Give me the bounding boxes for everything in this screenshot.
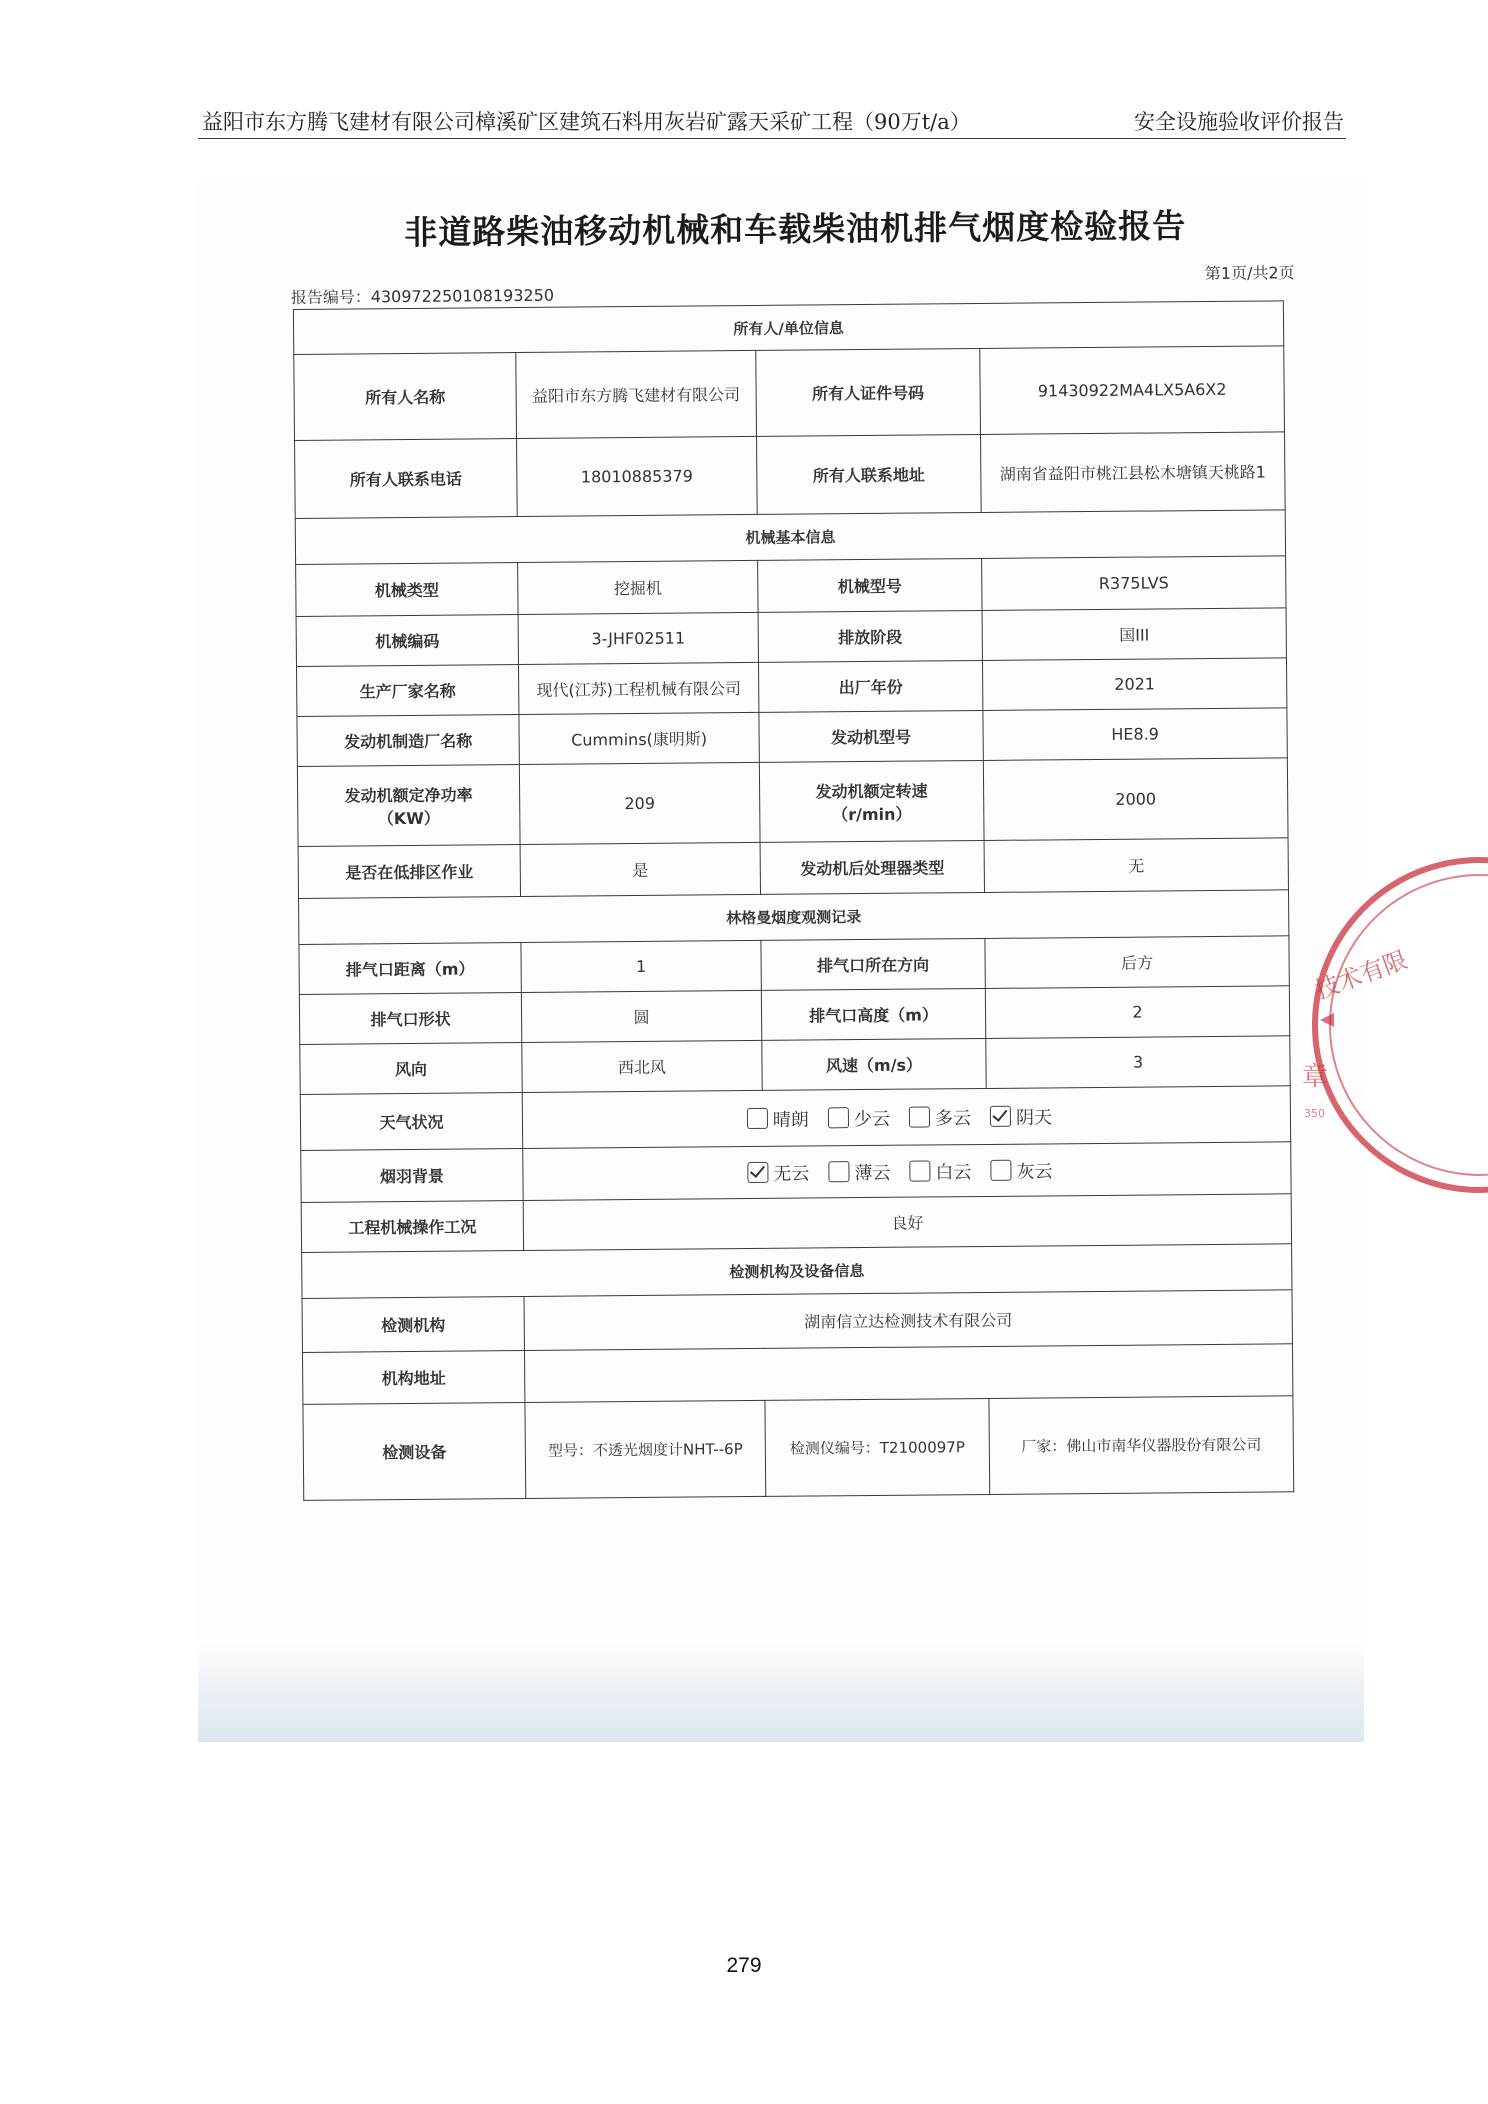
engine-model-label: 发动机型号 (759, 710, 983, 762)
agency-address (524, 1344, 1292, 1403)
operating-condition: 良好 (523, 1194, 1291, 1251)
background-option[interactable] (909, 1158, 971, 1185)
machine-model: R375LVS (982, 556, 1286, 611)
maker-label: 生产厂家名称 (297, 665, 519, 717)
owner-name: 益阳市东方腾飞建材有限公司 (516, 350, 757, 438)
svg-text:技术有限: 技术有限 (1311, 945, 1411, 1005)
weather-option[interactable] (990, 1103, 1052, 1130)
owner-name-label: 所有人名称 (294, 353, 517, 441)
checkbox-icon (747, 1107, 768, 1128)
checkbox-checked-icon (990, 1105, 1011, 1126)
background-option-label: 白云 (935, 1161, 972, 1183)
low-emission-zone: 是 (520, 842, 760, 896)
background-option[interactable] (828, 1158, 890, 1185)
background-option[interactable] (990, 1157, 1052, 1184)
engine-power-label-line2: （KW） (377, 808, 440, 828)
agency-name: 湖南信立达检测技术有限公司 (524, 1290, 1292, 1351)
checkbox-icon (990, 1159, 1011, 1180)
official-seal (1300, 905, 1411, 1145)
checkbox-checked-icon (747, 1161, 768, 1182)
weather-option-label: 少云 (853, 1108, 891, 1130)
owner-phone-label: 所有人联系电话 (295, 439, 518, 519)
emission-stage-label: 排放阶段 (758, 610, 982, 662)
engine-speed-label-line2: （r/min） (832, 804, 912, 824)
report-body (290, 199, 1311, 1501)
device-label: 检测设备 (303, 1402, 526, 1500)
svg-text:350: 350 (1304, 1107, 1325, 1120)
checkbox-icon (909, 1106, 930, 1127)
operating-condition-label: 工程机械操作工况 (301, 1201, 523, 1253)
device-maker: 厂家：佛山市南华仪器股份有限公司 (989, 1396, 1294, 1495)
device-serial: 检测仪编号：T2100097P (765, 1398, 990, 1496)
emission-stage: 国III (982, 608, 1286, 661)
engine-model: HE8.9 (983, 708, 1287, 761)
engine-power: 209 (519, 762, 760, 844)
agency-label: 检测机构 (302, 1296, 524, 1352)
wind-direction-label: 风向 (300, 1043, 522, 1095)
weather-option-label: 阴天 (1016, 1106, 1053, 1129)
page-header (198, 104, 1346, 139)
machine-type-label: 机械类型 (296, 563, 518, 617)
aftertreatment-label: 发动机后处理器类型 (760, 840, 984, 894)
svg-text:章: 章 (1302, 1062, 1329, 1092)
machine-code: 3-JHF02511 (518, 612, 758, 664)
machine-type: 挖掘机 (518, 560, 758, 614)
plume-background-options (523, 1142, 1291, 1201)
plume-background-label: 烟羽背景 (301, 1149, 523, 1203)
owner-id-label: 所有人证件号码 (756, 348, 981, 436)
engine-speed-label (759, 760, 984, 842)
engine-power-label (297, 765, 520, 847)
weather-option-label: 多云 (934, 1107, 972, 1129)
report-table (293, 300, 1294, 1501)
background-option-label: 薄云 (854, 1162, 891, 1184)
background-option-label: 灰云 (1016, 1160, 1053, 1183)
device-model: 型号：不透光烟度计NHT--6P (525, 1400, 766, 1498)
report-page-count: 第1页/共2页 (1204, 263, 1295, 284)
report-title: 非道路柴油移动机械和车载柴油机排气烟度检验报告 (404, 206, 1187, 253)
checkbox-icon (828, 1161, 849, 1182)
background-option-label: 无云 (773, 1163, 810, 1185)
machine-model-label: 机械型号 (758, 558, 982, 612)
weather-option[interactable] (747, 1105, 809, 1132)
exhaust-distance-label: 排气口距离（m） (299, 943, 521, 995)
section-owner: 所有人/单位信息 (293, 301, 1283, 355)
aftertreatment: 无 (984, 838, 1288, 893)
exhaust-shape-label: 排气口形状 (299, 993, 521, 1045)
exhaust-direction: 后方 (985, 936, 1289, 989)
weather-option-label: 晴朗 (772, 1109, 809, 1131)
wind-speed: 3 (986, 1036, 1290, 1089)
engine-maker-label: 发动机制造厂名称 (297, 715, 519, 767)
low-emission-zone-label: 是否在低排区作业 (298, 845, 520, 899)
year-label: 出厂年份 (758, 660, 982, 712)
exhaust-direction-label: 排气口所在方向 (761, 938, 985, 990)
scan-edge (198, 1640, 1364, 1742)
section-observation: 林格曼烟度观测记录 (299, 890, 1289, 945)
section-agency: 检测机构及设备信息 (302, 1244, 1292, 1299)
engine-maker: Cummins(康明斯) (519, 712, 759, 764)
header-project-title: 益阳市东方腾飞建材有限公司樟溪矿区建筑石料用灰岩矿露天采矿工程（90万t/a） (202, 110, 971, 134)
wind-direction: 西北风 (522, 1040, 762, 1092)
weather-label: 天气状况 (300, 1093, 522, 1151)
engine-speed: 2000 (983, 758, 1288, 841)
engine-speed-label-line1: 发动机额定转速 (815, 780, 928, 801)
background-option[interactable] (747, 1159, 809, 1186)
exhaust-height: 2 (985, 986, 1289, 1039)
page-number: 279 (726, 1954, 762, 1977)
year: 2021 (982, 658, 1286, 711)
report-number: 报告编号：430972250108193250 (290, 285, 555, 307)
exhaust-shape: 圆 (521, 990, 761, 1042)
owner-phone: 18010885379 (517, 436, 758, 516)
maker: 现代(江苏)工程机械有限公司 (518, 662, 758, 714)
weather-option[interactable] (909, 1104, 971, 1131)
owner-address: 湖南省益阳市桃江县松木塘镇天桃路1 (981, 432, 1286, 513)
header-report-type: 安全设施验收评价报告 (1134, 110, 1344, 134)
wind-speed-label: 风速（m/s） (762, 1038, 986, 1090)
engine-power-label-line1: 发动机额定净功率 (344, 784, 473, 806)
agency-address-label: 机构地址 (302, 1350, 524, 1404)
exhaust-distance: 1 (521, 940, 761, 992)
exhaust-height-label: 排气口高度（m） (761, 988, 985, 1040)
weather-option[interactable] (828, 1104, 890, 1131)
checkbox-icon (909, 1160, 930, 1181)
section-machine: 机械基本信息 (295, 510, 1285, 565)
weather-options (522, 1086, 1291, 1149)
machine-code-label: 机械编码 (296, 615, 518, 667)
checkbox-icon (828, 1107, 849, 1128)
owner-address-label: 所有人联系地址 (757, 434, 982, 514)
owner-id: 91430922MA4LX5A6X2 (980, 346, 1285, 435)
